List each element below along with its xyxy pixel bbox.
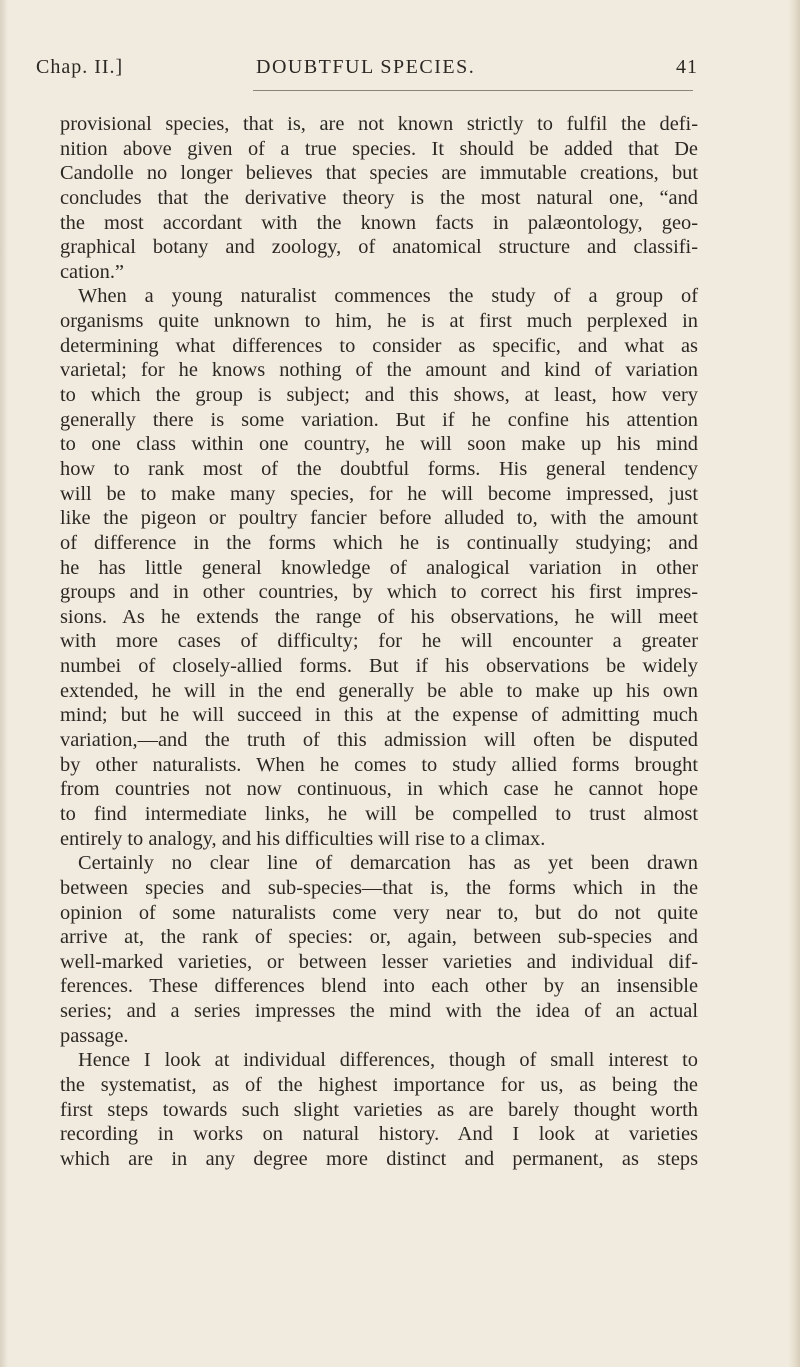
text-line: sions. As he extends the range of his observations, he will meet	[60, 605, 698, 628]
text-line: varietal; for he knows nothing of the amount and kind of variation	[60, 359, 698, 382]
text-line: will be to make many species, for he will become impressed, just	[60, 482, 698, 505]
text-line: mind; but he will succeed in this at the expense of admitting much	[60, 704, 698, 727]
chapter-label: Chap. II.]	[36, 56, 124, 78]
text-line: Candolle no longer believes that species are immutable creations, but	[60, 162, 698, 185]
text-line: from countries not now continuous, in which case he cannot hope	[60, 778, 698, 801]
text-line: the most accordant with the known facts in palæontology, geo-	[60, 211, 698, 234]
text-line: determining what differences to consider as specific, and what as	[60, 334, 698, 357]
text-line: variation,—and the truth of this admission will often be disputed	[60, 729, 698, 752]
text-line: the systematist, as of the highest importance for us, as being the	[60, 1073, 698, 1096]
text-line: recording in works on natural history. And I look at varieties	[60, 1123, 698, 1146]
text-line: he has little general knowledge of analogical variation in other	[60, 556, 698, 579]
text-line: well-marked varieties, or between lesser varieties and individual dif-	[60, 950, 698, 973]
page-left-edge	[0, 0, 8, 1367]
page-right-edge	[788, 0, 800, 1367]
text-line: by other naturalists. When he comes to study allied forms brought	[60, 753, 698, 776]
header-rule	[253, 90, 693, 91]
text-line: like the pigeon or poultry fancier before alluded to, with the amount	[60, 507, 698, 530]
text-line: graphical botany and zoology, of anatomical structure and classifi-	[60, 236, 698, 259]
text-line: which are in any degree more distinct and permanent, as steps	[60, 1147, 698, 1170]
text-line: passage.	[60, 1024, 129, 1047]
text-line: ferences. These differences blend into each other by an insensible	[60, 975, 698, 998]
text-line: groups and in other countries, by which to correct his first impres-	[60, 581, 698, 604]
text-line: When a young naturalist commences the study of a group of	[78, 285, 698, 308]
text-line: Hence I look at individual differences, though of small interest to	[78, 1049, 698, 1072]
text-line: to find intermediate links, he will be compelled to trust almost	[60, 802, 698, 825]
text-line: extended, he will in the end generally be able to make up his own	[60, 679, 698, 702]
text-line: provisional species, that is, are not known strictly to fulfil the defi-	[60, 113, 698, 135]
text-line: generally there is some variation. But if he confine his attention	[60, 408, 698, 431]
text-line: of difference in the forms which he is continually studying; and	[60, 531, 698, 554]
running-header	[36, 56, 716, 86]
text-line: concludes that the derivative theory is the most natural one, “and	[60, 186, 698, 209]
text-line: with more cases of difficulty; for he will encounter a greater	[60, 630, 698, 653]
text-line: first steps towards such slight varieties as are barely thought worth	[60, 1098, 698, 1121]
text-line: Certainly no clear line of demarcation has as yet been drawn	[78, 852, 698, 875]
body-text	[60, 112, 698, 1172]
text-line: to one class within one country, he will soon make up his mind	[60, 433, 698, 456]
text-line: entirely to analogy, and his difficulties will rise to a climax.	[60, 827, 546, 850]
text-line: how to rank most of the doubtful forms. His general tendency	[60, 457, 698, 480]
text-line: cation.”	[60, 260, 124, 283]
text-line: series; and a series impresses the mind with the idea of an actual	[60, 1000, 698, 1023]
text-line: nition above given of a true species. It should be added that De	[60, 137, 698, 160]
page-number: 41	[676, 56, 698, 78]
running-title: DOUBTFUL SPECIES.	[256, 56, 476, 78]
text-line: numbei of closely-allied forms. But if his observations be widely	[60, 655, 698, 678]
text-line: organisms quite unknown to him, he is at first much perplexed in	[60, 310, 698, 333]
text-line: opinion of some naturalists come very near to, but do not quite	[60, 901, 698, 924]
text-line: between species and sub-species—that is, the forms which in the	[60, 876, 698, 899]
text-line: arrive at, the rank of species: or, again, between sub-species and	[60, 926, 698, 949]
text-line: to which the group is subject; and this shows, at least, how very	[60, 384, 698, 407]
